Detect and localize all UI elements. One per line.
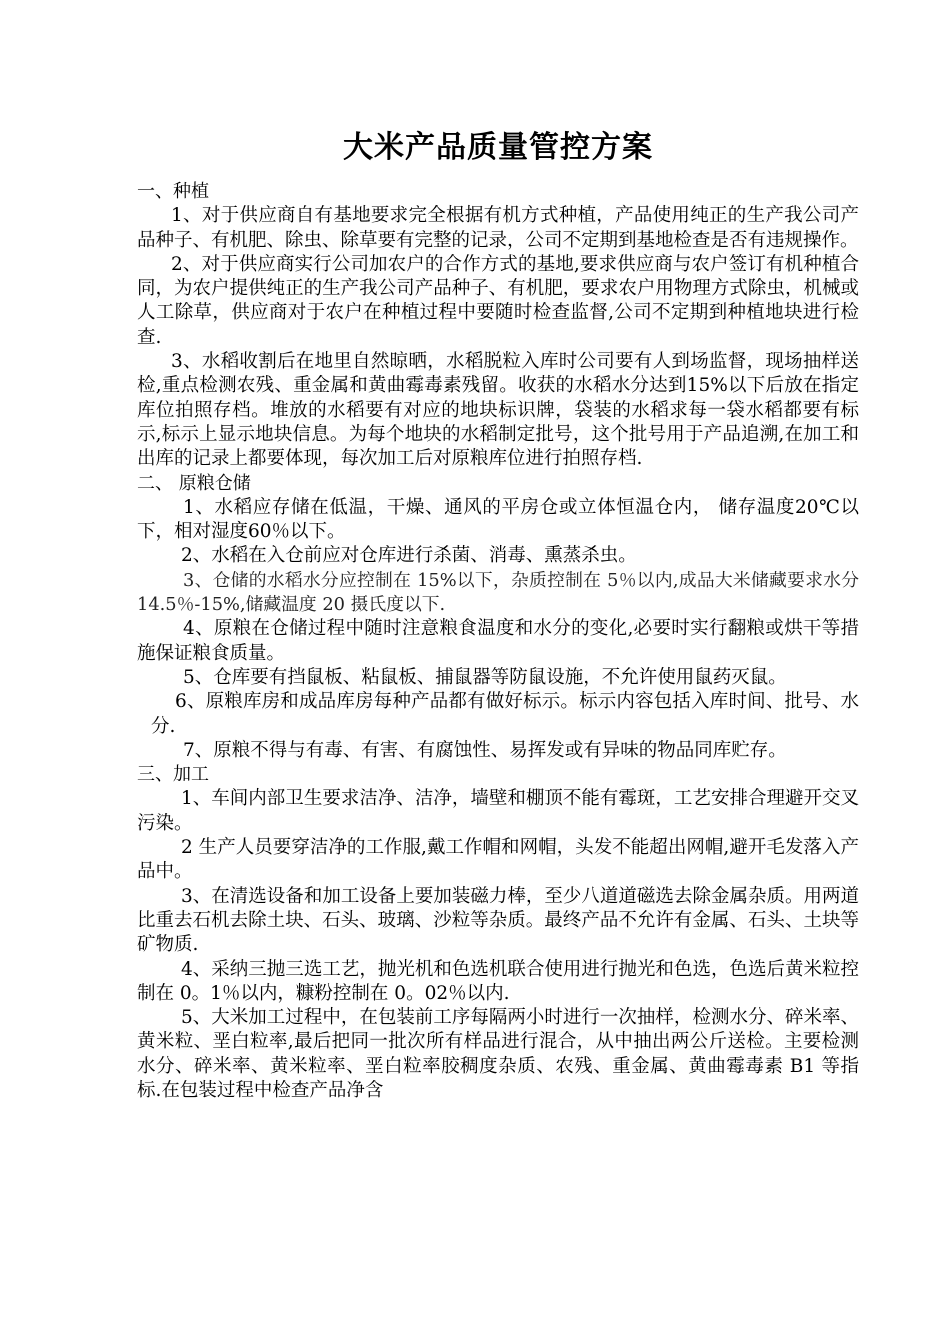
paragraph: 4、原粮在仓储过程中随时注意粮食温度和水分的变化,必要时实行翻粮或烘干等措施保证粮食质量。 [137,618,859,664]
paragraph: 3、水稻收割后在地里自然晾晒，水稻脱粒入库时公司要有人到场监督，现场抽样送检,重点检测农残、重金属和黄曲霉毒素残留。收获的水稻水分达到15%以下后放在指定库位拍照存档。堆放的水稻要有对应的地块标识牌，袋装的水稻求每一袋水稻都要有标示,标示上显示地块信息。为每个地块的水稻制定批号，这个批号用于产品追溯,在加工和出库的记录上都要体现，每次加工后对原粮库位进行拍照存档. [137,351,859,470]
section-storage [137,472,859,764]
paragraph: 2、对于供应商实行公司加农户的合作方式的基地,要求供应商与农户签订有机种植合同，为农户提供纯正的生产我公司产品种子、有机肥，要求农户用物理方式除虫，机械或人工除草，供应商对于农户在种植过程中要随时检查监督,公司不定期到种植地块进行检查. [137,253,859,348]
paragraph: 1、水稻应存储在低温，干燥、通风的平房仓或立体恒温仓内， 储存温度20℃以下，相对湿度60％以下。 [137,496,859,543]
paragraph: 3、在清选设备和加工设备上要加装磁力棒，至少八道道磁选去除金属杂质。用两道比重去石机去除土块、石头、玻璃、沙粒等杂质。最终产品不允许有金属、石头、土块等矿物质. [137,885,859,956]
section-heading: 一、种植 [137,181,209,202]
paragraph: 5、大米加工过程中，在包装前工序每隔两小时进行一次抽样，检测水分、碎米率、黄米粒、垩白粒率,最后把同一批次所有样品进行混合，从中抽出两公斤送检。主要检测水分、碎米率、黄米粒率、垩白粒率胶稠度杂质、农残、重金属、黄曲霉毒素 B1 等指标.在包装过程中检查产品净含 [137,1007,859,1101]
paragraph: 4、采纳三抛三选工艺，抛光机和色选机联合使用进行抛光和色选，色选后黄米粒控制在 0。1％以内，糠粉控制在 0。02％以内. [137,958,859,1004]
section-processing [137,763,859,1103]
paragraph: 5、仓库要有挡鼠板、粘鼠板、捕鼠器等防鼠设施，不允许使用鼠药灭鼠。 [183,666,787,688]
document-page [137,128,859,1103]
paragraph: 1、对于供应商自有基地要求完全根据有机方式种植，产品使用纯正的生产我公司产品种子、有机肥、除虫、除草要有完整的记录，公司不定期到基地检查是否有违规操作。 [137,205,859,251]
document-title: 大米产品质量管控方案 [343,130,653,165]
paragraph: 6、原粮库房和成品库房每种产品都有做好标示。标示内容包括入库时间、批号、水分. [151,691,859,737]
paragraph: 7、原粮不得与有毒、有害、有腐蚀性、易挥发或有异味的物品同库贮存。 [183,739,787,761]
paragraph: 2、水稻在入仓前应对仓库进行杀菌、消毒、熏蒸杀虫。 [181,545,637,567]
paragraph: 3、仓储的水稻水分应控制在 15%以下，杂质控制在 5％以内,成品大米储藏要求水分 14.5％-15%,储藏温度 20 摄氏度以下. [137,569,859,616]
paragraph: 2 生产人员要穿洁净的工作服,戴工作帽和网帽，头发不能超出网帽,避开毛发落入产品中。 [137,837,859,883]
section-planting [137,180,859,472]
section-heading: 三、加工 [137,764,209,786]
paragraph: 1、车间内部卫生要求洁净、洁净，墙壁和棚顶不能有霉斑，工艺安排合理避开交叉污染。 [137,788,859,834]
section-heading: 二、 原粮仓储 [137,472,251,494]
